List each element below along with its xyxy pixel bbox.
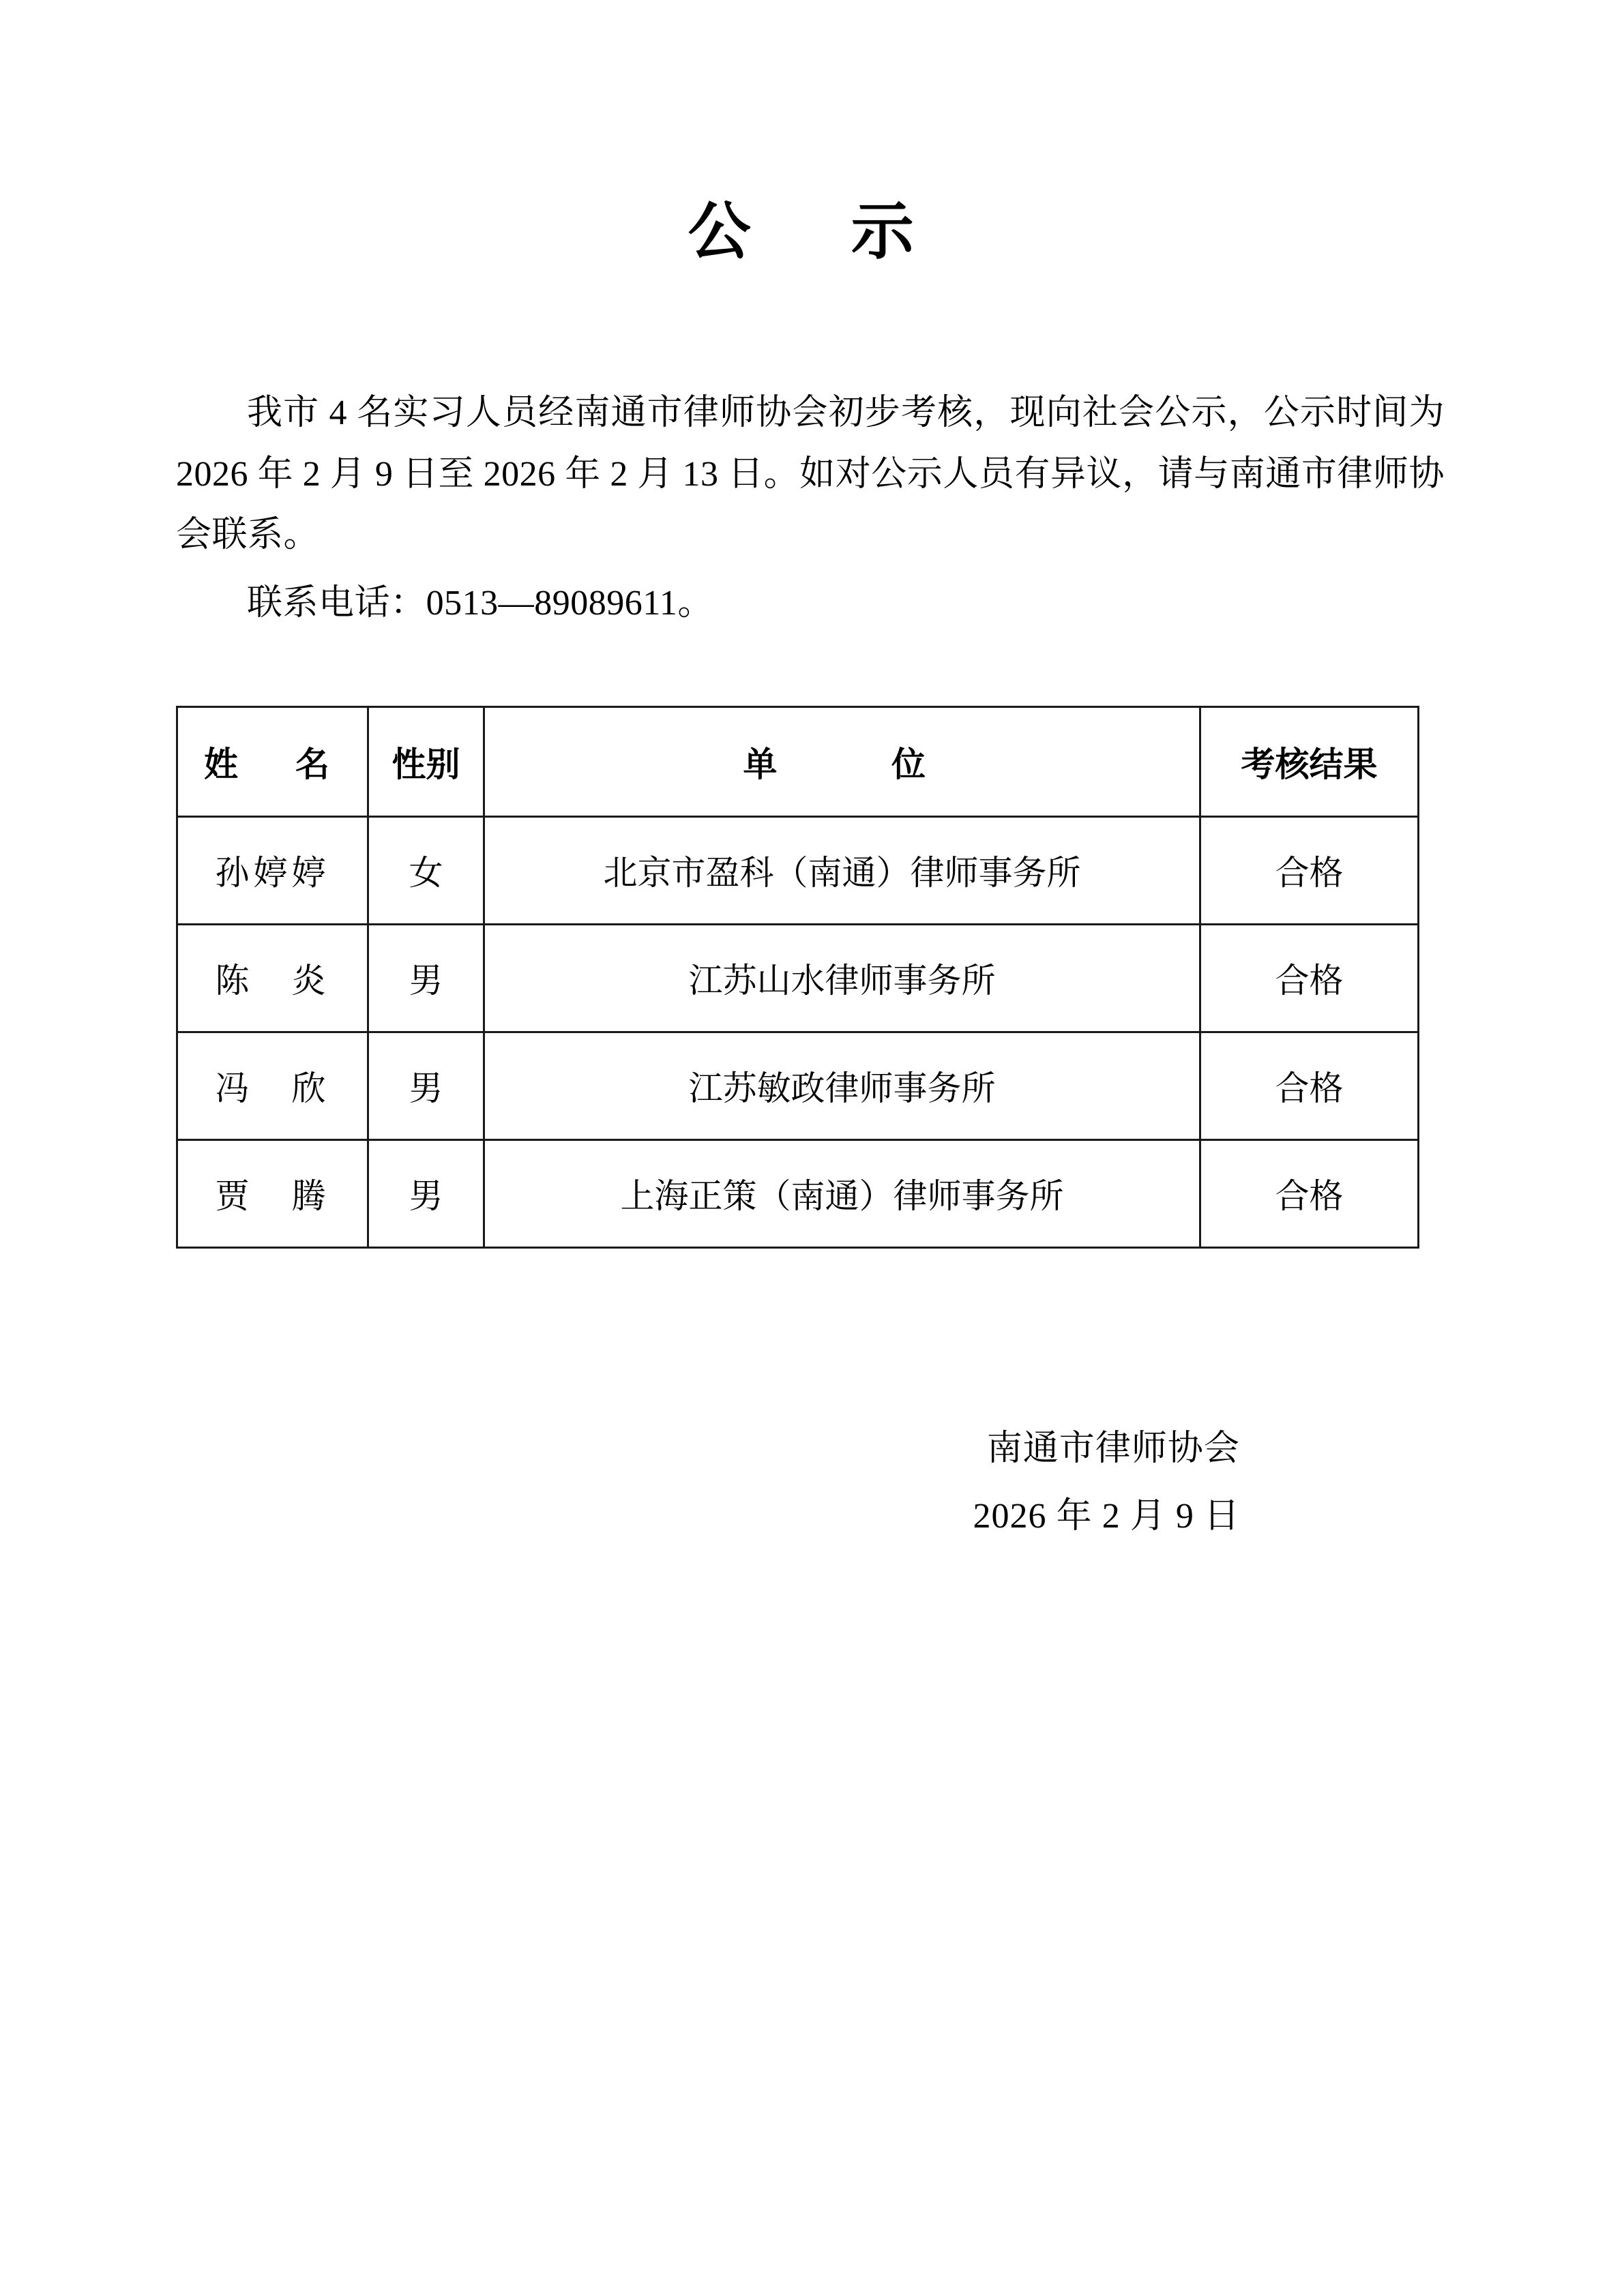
- column-header-gender: 性别: [368, 706, 484, 816]
- column-header-name: 姓 名: [177, 706, 368, 816]
- cell-result: 合格: [1200, 1139, 1419, 1247]
- document-body: [176, 0, 1454, 1551]
- notice-paragraph-2: 联系电话：0513—89089611。: [247, 583, 713, 623]
- cell-unit: 江苏敏政律师事务所: [484, 1032, 1200, 1139]
- notice-text: [176, 383, 1454, 633]
- page-title: 公 示: [688, 197, 933, 267]
- table-row: [177, 1032, 1419, 1139]
- assessment-table: [176, 706, 1419, 1249]
- table-header-row: [177, 706, 1419, 816]
- cell-result: 合格: [1200, 816, 1419, 924]
- cell-unit: 北京市盈科（南通）律师事务所: [484, 816, 1200, 924]
- table-row: [177, 1139, 1419, 1247]
- cell-name: 贾 腾: [177, 1139, 368, 1247]
- signature-block: [176, 1416, 1445, 1551]
- column-header-unit: 单 位: [484, 706, 1200, 816]
- cell-unit: 上海正策（南通）律师事务所: [484, 1139, 1200, 1247]
- cell-gender: 女: [368, 816, 484, 924]
- signature-organization: 南通市律师协会: [986, 1429, 1240, 1468]
- cell-result: 合格: [1200, 924, 1419, 1032]
- table-row: [177, 924, 1419, 1032]
- cell-result: 合格: [1200, 1032, 1419, 1139]
- column-header-result: 考核结果: [1200, 706, 1419, 816]
- notice-paragraph-1: 我市 4 名实习人员经南通市律师协会初步考核，现向社会公示，公示时间为 2026 年 2 月 9 日至 2026 年 2 月 13 日。如对公示人员有异议，请与南通市律师协会联系。: [176, 393, 1454, 555]
- cell-gender: 男: [368, 1032, 484, 1139]
- table-row: [177, 816, 1419, 924]
- cell-name: 冯 欣: [177, 1032, 368, 1139]
- signature-date: 2026 年 2 月 9 日: [973, 1496, 1240, 1536]
- cell-unit: 江苏山水律师事务所: [484, 924, 1200, 1032]
- cell-name: 陈 炎: [177, 924, 368, 1032]
- cell-gender: 男: [368, 1139, 484, 1247]
- cell-name: 孙婷婷: [177, 816, 368, 924]
- cell-gender: 男: [368, 924, 484, 1032]
